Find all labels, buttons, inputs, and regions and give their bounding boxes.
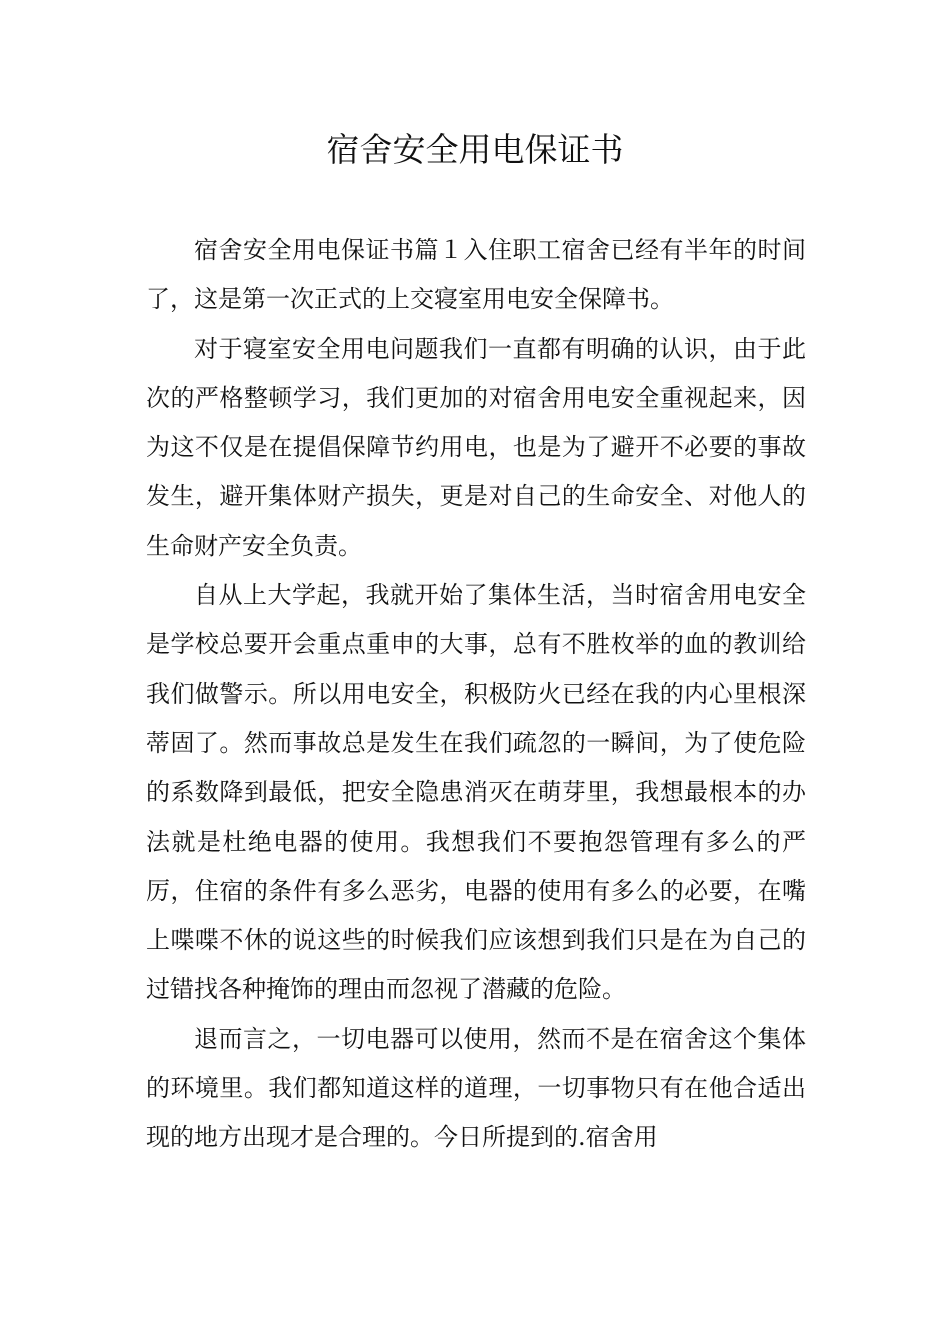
paragraph-2: 对于寝室安全用电问题我们一直都有明确的认识，由于此次的严格整顿学习，我们更加的对宿舍用电安全重视起来，因为这不仅是在提倡保障节约用电，也是为了避开不必要的事故发生，避开集体财产损失，更是对自己的生命安全、对他人的生命财产安全负责。 bbox=[146, 334, 806, 560]
paragraph-4: 退而言之，一切电器可以使用，然而不是在宿舍这个集体的环境里。我们都知道这样的道理，一切事物只有在他合适出现的地方出现才是合理的。今日所提到的.宿舍用 bbox=[146, 1024, 806, 1152]
document-title: 宿舍安全用电保证书 bbox=[326, 130, 624, 169]
paragraph-3: 自从上大学起，我就开始了集体生活，当时宿舍用电安全是学校总要开会重点重申的大事，总有不胜枚举的血的教训给我们做警示。所以用电安全，积极防火已经在我的内心里根深蒂固了。然而事故总是发生在我们疏忽的一瞬间，为了使危险的系数降到最低，把安全隐患消灭在萌芽里，我想最根本的办法就是杜绝电器的使用。我想我们不要抱怨管理有多么的严厉，住宿的条件有多么恶劣，电器的使用有多么的必要，在嘴上喋喋不休的说这些的时候我们应该想到我们只是在为自己的过错找各种掩饰的理由而忽视了潜藏的危险。 bbox=[146, 581, 806, 1004]
document-body bbox=[146, 226, 806, 1163]
paragraph-1: 宿舍安全用电保证书篇１入住职工宿舍已经有半年的时间了，这是第一次正式的上交寝室用电安全保障书。 bbox=[146, 236, 806, 314]
